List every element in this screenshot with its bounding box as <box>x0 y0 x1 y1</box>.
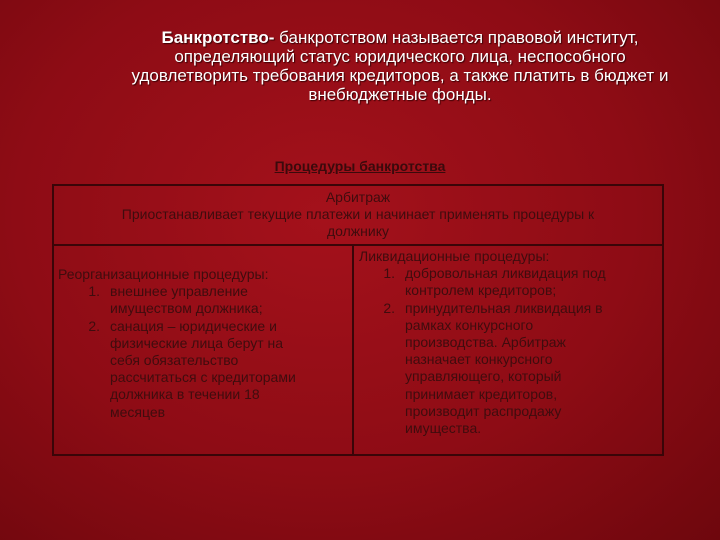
reorganization-item <box>58 283 348 317</box>
liquidation-cell <box>359 248 659 437</box>
reorganization-title: Реорганизационные процедуры: <box>58 266 269 282</box>
item-line: принимает кредиторов, <box>405 385 558 402</box>
item-line: физические лица берут на <box>110 334 284 351</box>
item-line: добровольная ликвидация под <box>405 265 606 282</box>
definition-line-1-text: банкротством называется правовой институт, <box>274 28 639 47</box>
arbitration-cell <box>54 186 662 246</box>
item-line: санация – юридические и <box>110 317 277 334</box>
definition-line-4: внебюджетные фонды. <box>308 85 492 104</box>
item-line: производит распродажу <box>405 402 562 419</box>
item-number: 2. <box>383 299 395 316</box>
item-text <box>110 318 348 421</box>
column-divider <box>352 246 354 454</box>
item-line: производства. Арбитраж <box>405 334 566 351</box>
reorganization-cell <box>58 266 348 421</box>
item-line: имуществом должника; <box>110 300 263 317</box>
item-line: внешнее управление <box>110 283 248 300</box>
reorganization-item <box>58 318 348 421</box>
item-number: 1. <box>88 283 100 300</box>
arbitration-line-2: Приостанавливает текущие платежи и начинает применять процедуры к <box>121 206 595 222</box>
definition-line-1 <box>100 28 700 47</box>
liquidation-title: Ликвидационные процедуры: <box>359 248 550 264</box>
liquidation-item <box>359 265 659 299</box>
item-line: контролем кредиторов; <box>405 282 557 299</box>
item-line: управляющего, который <box>405 368 562 385</box>
item-text <box>405 265 659 299</box>
item-line: рамках конкурсного <box>405 316 534 333</box>
item-line: принудительная ликвидация в <box>405 299 603 316</box>
item-number: 1. <box>383 265 395 282</box>
item-line: месяцев <box>110 403 166 420</box>
liquidation-item <box>359 300 659 438</box>
arbitration-line-1: Арбитраж <box>325 189 391 205</box>
item-number: 2. <box>88 317 100 334</box>
item-line: должника в течении 18 <box>110 386 260 403</box>
item-text <box>405 300 659 438</box>
arbitration-line-3: должнику <box>326 223 389 239</box>
item-line: назначает конкурсного <box>405 351 553 368</box>
procedures-table <box>52 184 664 456</box>
section-title: Процедуры банкротства <box>274 158 446 174</box>
item-line: имущества. <box>405 420 482 437</box>
item-text <box>110 283 348 317</box>
definition-line-3: удовлетворить требования кредиторов, а также платить в бюджет и <box>131 66 669 85</box>
item-line: рассчитаться с кредиторами <box>110 369 296 386</box>
definition-term: Банкротство- <box>161 28 275 47</box>
item-line: себя обязательство <box>110 352 239 369</box>
definition-line-2: определяющий статус юридического лица, неспособного <box>174 47 626 66</box>
definition-text <box>100 28 700 104</box>
